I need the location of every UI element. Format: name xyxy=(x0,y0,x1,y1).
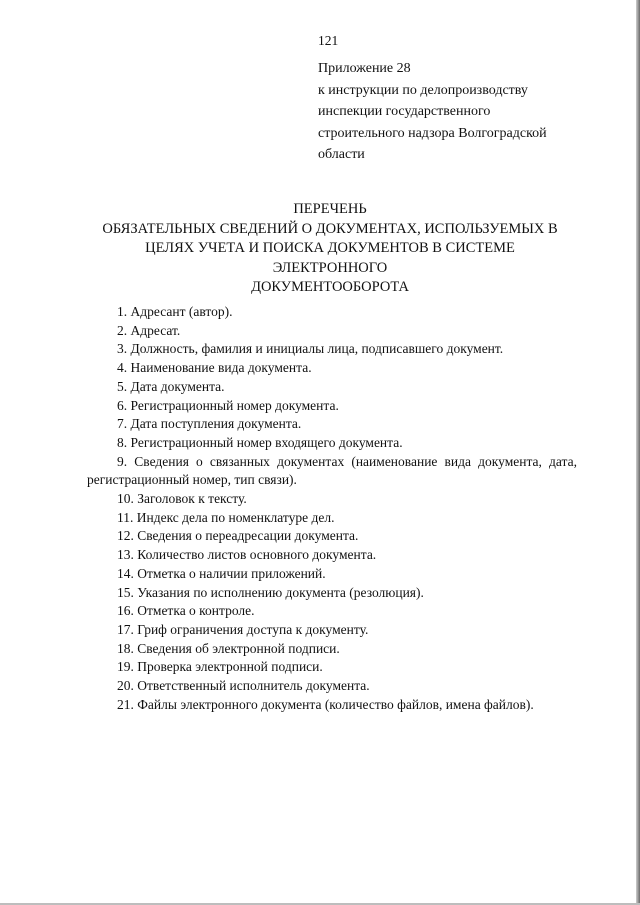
title-line: ПЕРЕЧЕНЬ xyxy=(293,201,367,217)
list-item: 1. Адресант (автор). xyxy=(117,304,233,319)
title-line: ДОКУМЕНТООБОРОТА xyxy=(251,279,409,295)
required-info-list xyxy=(87,303,577,714)
title-line: ОБЯЗАТЕЛЬНЫХ СВЕДЕНИЙ О ДОКУМЕНТАХ, ИСПОЛЬЗУЕМЫХ В xyxy=(102,220,558,237)
list-item: 14. Отметка о наличии приложений. xyxy=(117,565,326,581)
list-item: 5. Дата документа. xyxy=(117,378,225,394)
title-line: ЭЛЕКТРОННОГО xyxy=(272,259,388,276)
list-item: 18. Сведения об электронной подписи. xyxy=(117,640,340,656)
list-item: 11. Индекс дела по номенклатуре дел. xyxy=(117,509,335,525)
list-item: 10. Заголовок к тексту. xyxy=(117,491,247,507)
list-item: 17. Гриф ограничения доступа к документу. xyxy=(117,621,369,637)
list-item: 20. Ответственный исполнитель документа. xyxy=(117,678,370,694)
page-number: 121 xyxy=(318,33,339,48)
list-item: 8. Регистрационный номер входящего документа. xyxy=(117,434,403,450)
list-item: 6. Регистрационный номер документа. xyxy=(117,397,339,413)
list-item: 2. Адресат. xyxy=(117,322,181,338)
list-item: 15. Указания по исполнению документа (резолюция). xyxy=(117,584,424,600)
list-item: 21. Файлы электронного документа (количество файлов, имена файлов). xyxy=(117,696,534,712)
appendix-line: инспекции государственного xyxy=(318,104,491,119)
list-item: 16. Отметка о контроле. xyxy=(117,603,255,619)
list-item: 4. Наименование вида документа. xyxy=(117,360,312,376)
list-item: 7. Дата поступления документа. xyxy=(117,416,302,432)
appendix-line: к инструкции по делопроизводству xyxy=(318,82,528,98)
document-title xyxy=(60,200,600,298)
list-item: 19. Проверка электронной подписи. xyxy=(117,659,323,675)
list-item: 12. Сведения о переадресации документа. xyxy=(117,528,359,544)
appendix-header xyxy=(318,58,618,166)
appendix-line: Приложение 28 xyxy=(318,61,411,76)
list-item: 9. Сведения о связанных документах (наименование вида документа, дата, регистрационный номер, тип связи). xyxy=(87,453,577,488)
title-line: ЦЕЛЯХ УЧЕТА И ПОИСКА ДОКУМЕНТОВ В СИСТЕМЕ xyxy=(145,240,515,256)
appendix-line: строительного надзора Волгоградской xyxy=(318,125,547,141)
list-item: 3. Должность, фамилия и инициалы лица, подписавшего документ. xyxy=(117,341,504,357)
page-edge xyxy=(636,0,640,905)
appendix-line: области xyxy=(318,147,365,162)
list-item: 13. Количество листов основного документа. xyxy=(117,547,377,563)
